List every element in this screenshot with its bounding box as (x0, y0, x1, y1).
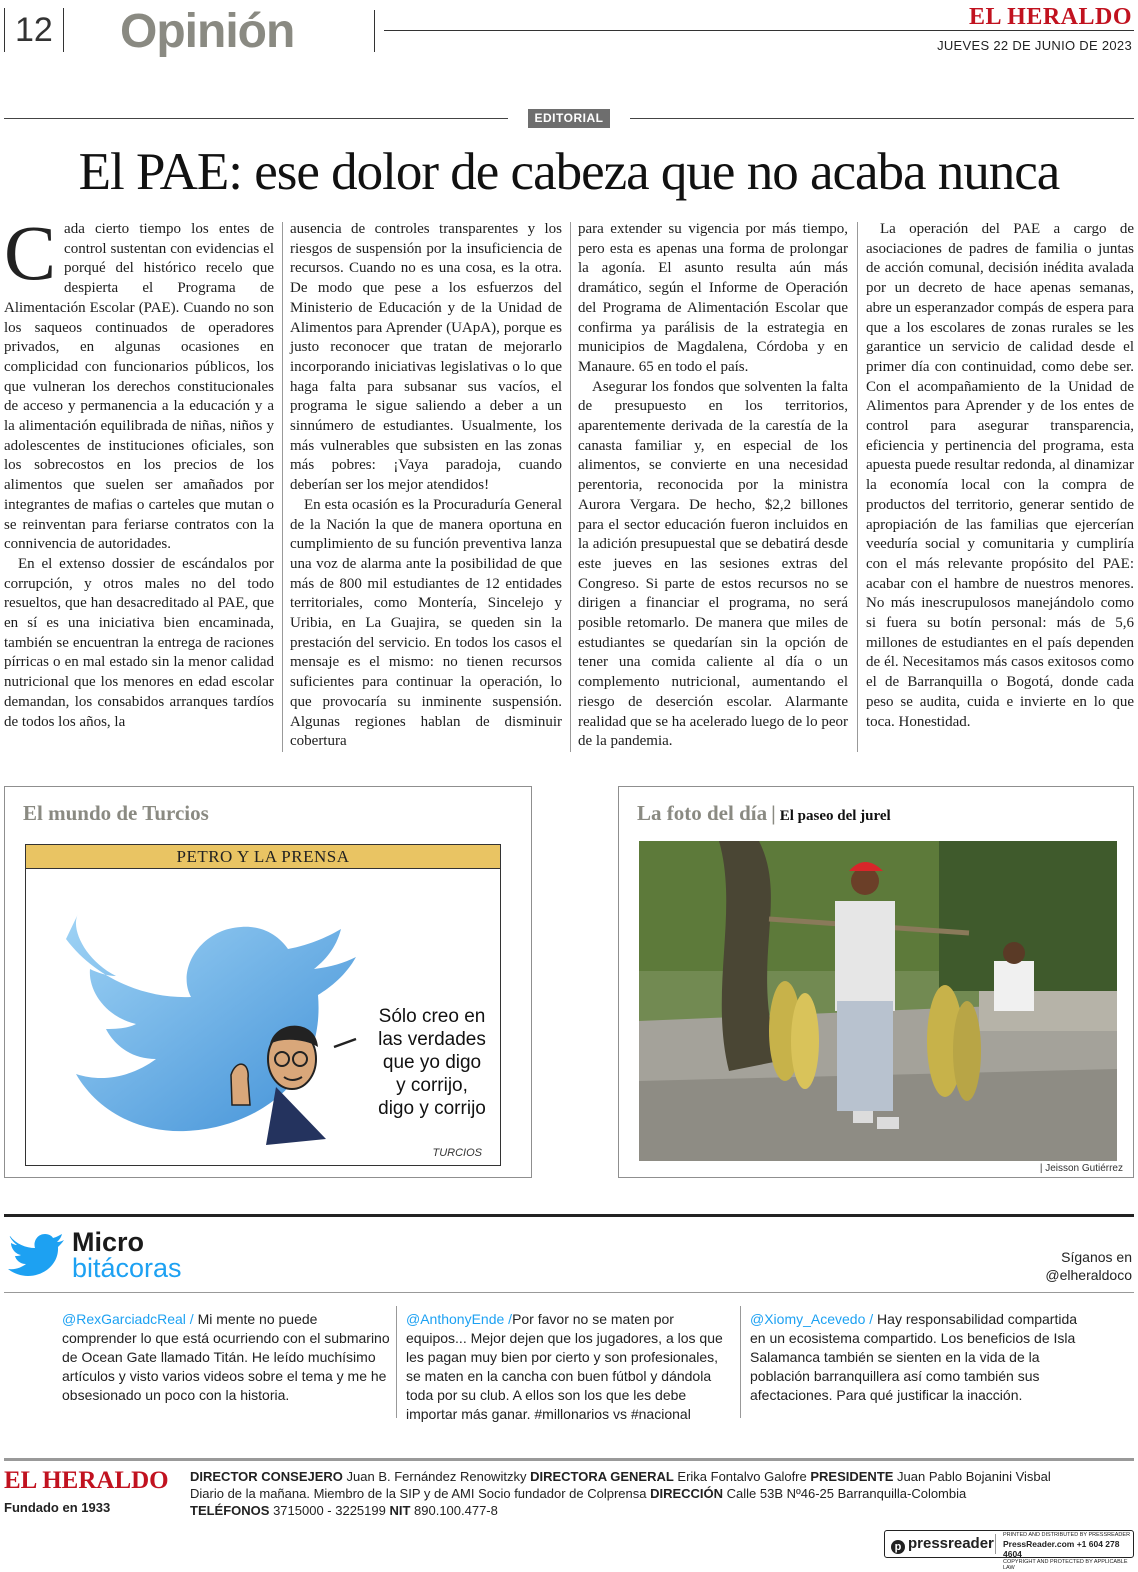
masthead-info: DIRECTOR CONSEJERO Juan B. Fernández Renowitzky DIRECTORA GENERAL Erika Fontalvo Galofre PRESIDENTE Juan Pablo Bojanini Visbal Diario de la mañana. Miembro de la SIP y de AMI Socio fundador de Colprensa DIRECCIÓN Calle 53B Nº46-25 Barranquilla-Colombia TELÉFONOS 3715000 - 3225199 NIT 890.100.477-8 (190, 1469, 1051, 1518)
article-paragraph: La operación del PAE a cargo de asociaciones de padres de familia o juntas de acción comunal, decisión inédita avalada por un decreto de hace apenas semanas, abre un esperanzador compás de espera para que a los escolares de zonas rurales se les garantice un servicio de calidad desde el primer día con continuidad, como debe ser. Con el acompañamiento de la Unidad de Alimentos para Aprender y de los entes de control para asegurar transparencia, eficiencia y pertinencia del programa, esta apuesta puede resultar redonda, al dinamizar la economía local con la compra de productos del territorio, generar sentido de apropiación de las familias que ejercerían veeduría social y comunitaria y cumpliría con el más relevante propósito del PAE: acabar con el hambre de nuestros menores. No más inescrupulosos manejándolo como si fuera su botín personal: más de 5,6 millones de estudiantes en el país dependen de él. Necesitamos más casos exitosos como el de Barranquilla o Bogotá, donde cada peso se audita, cuida e invierte en lo que toca. Honestidad. (866, 221, 1134, 730)
article-paragraph: En el extenso dossier de escándalos por corrupción, y otros males no del todo resueltos, que han desacreditado al PAE, que en sí es una iniciativa bien encaminada, también se encuentran la entrega de raciones pírricas o en mal estado sin la menor calidad nutricional que los menores en edad escolar demandan, los consabidos arranques tardíos de todos los años, la (4, 555, 274, 730)
tweet-handle: @Xiomy_Acevedo / (750, 1311, 874, 1327)
micro-title-bottom: bitácoras (72, 1253, 182, 1283)
tweet-item (62, 1310, 392, 1405)
photo-credit: | Jeisson Gutiérrez (1039, 1163, 1123, 1174)
column-divider (857, 222, 858, 752)
tweet-divider (740, 1306, 741, 1418)
tweet-handle: @AnthonyEnde / (406, 1311, 513, 1327)
article-column-3 (578, 220, 848, 760)
article-paragraph: Asegurar los fondos que solventen la falta de presupuesto en los territorios, aparentemente derivada de la carestía de la canasta familiar y, en especial de los alimentos, se convierte en una necesidad perentoria, reconocida por la ministra Aurora Vergara. De hecho, $2,2 billones para el sector educación fueron incluidos en la adición presupuestal que se debatirá desde este jueves en las sesiones extras del Congreso. Si parte de estos recursos no se dirigen a financiar el programa, no será posible retomarlo. De manera que miles de estudiantes se quedarían sin la opción de tener una comida caliente al día o un complemento nutricional, aumentando el riesgo de deserción escolar. Alarmante realidad que se ha acelerado luego de lo peor de la pandemia. (578, 378, 848, 750)
header-rule (384, 30, 1134, 31)
editorial-rule-right (630, 118, 1134, 119)
masthead-brand: EL HERALDO (968, 4, 1132, 30)
tweet-divider (396, 1306, 397, 1418)
tweet-text: Por favor no se maten por equipos... Mejor dejen que los jugadores, a los que les pagan muy bien por cierto y son profesionales, se maten en la cancha con buen fútbol y dándola toda por su club. A ellos son los que les debe importar más ganar. #millonarios vs #nacional (406, 1311, 723, 1422)
article-paragraph: En esta ocasión es la Procuraduría General de la Nación la que de manera oportuna en cumplimiento de su función preventiva lanza una voz de alarma ante la posibilidad de que más de 800 mil estudiantes de 12 entidades territoriales, como Montería, Sincelejo y Uribia, en La Guajira, se queden sin la prestación del servicio. En todos los casos el mensaje es el mismo: no tienen recursos suficientes para continuar la operación, lo que provocaría su inminente suspensión. Algunas regiones hablan de disminuir cobertura (290, 496, 562, 750)
drop-cap: C (4, 209, 57, 296)
editorial-rule-left (4, 118, 508, 119)
photo-box (618, 786, 1134, 1178)
pressreader-notice: PRINTED AND DISTRIBUTED BY PRESSREADER PressReader.com +1 604 278 4604 COPYRIGHT AND PROTECTED BY APPLICABLE LAW (1003, 1532, 1131, 1572)
follow-us: Síganos en @elheraldoco (1045, 1249, 1132, 1283)
article-column-4 (866, 220, 1134, 760)
footer-rule (4, 1458, 1134, 1461)
article-column-1 (4, 209, 274, 760)
cartoon-box (4, 786, 532, 1178)
badge-divider (995, 1534, 996, 1554)
section-title: Opinión (120, 5, 295, 58)
micro-rule (4, 1214, 1134, 1217)
twitter-bird-icon (6, 1228, 66, 1278)
tweet-item (406, 1310, 736, 1424)
article-paragraph: Cada cierto tiempo los entes de control sustentan con evidencias el porqué del histórico recelo que despierta el Programa de Alimentación Escolar (PAE). Cuando no son los saqueos continuados de operadores privados, en algunas ocasiones en complicidad con funcionarios públicos, los que vulneran los derechos constitucionales de acceso y permanencia a la educación y a la alimentación equilibrada de niñas, niños y adolescentes de instituciones oficiales, son los sobrecostos en los precios de los alimentos que suelen ser amañados por integrantes de mafias o carteles que mutan o se reinventan para feriarse contratos con la connivencia de autoridades. (4, 209, 274, 553)
micro-title-top: Micro (72, 1227, 145, 1257)
tweet-text: Mi mente no puede comprender lo que está ocurriendo con el submarino de Ocean Gate llamado Titán. He leído muchísimo artículos y visto varios videos sobre el tema y me he obsesionado un poco con la historia. (62, 1311, 390, 1403)
cartoon-title: El mundo de Turcios (23, 801, 209, 825)
footer-brand: EL HERALDO (4, 1467, 169, 1494)
tweet-item (750, 1310, 1080, 1405)
pressreader-logo: p pressreader (891, 1535, 994, 1554)
header-divider (374, 10, 375, 52)
page-number: 12 (4, 8, 64, 52)
article-column-2 (290, 220, 562, 760)
tweet-text: Hay responsabilidad compartida en un ecosistema compartido. Los beneficios de Isla Salamanca también se sienten en la vida de la población barranquillera así como también sus afectaciones. Para qué justificar la inacción. (750, 1311, 1078, 1403)
column-divider (570, 222, 571, 752)
cartoonist-signature: TURCIOS (432, 1147, 482, 1159)
pressreader-icon: p (891, 1540, 905, 1554)
founded-year: Fundado en 1933 (4, 1500, 111, 1515)
tweet-handle: @RexGarciadcReal / (62, 1311, 194, 1327)
issue-date: JUEVES 22 DE JUNIO DE 2023 (937, 38, 1132, 53)
photo-of-the-day (639, 841, 1117, 1161)
cartoon-image (25, 844, 501, 1166)
speech-bubble-text: Sólo creo en las verdades que yo digo y corrijo, digo y corrijo (378, 1006, 486, 1119)
editorial-headline: El PAE: ese dolor de cabeza que no acaba nunca (78, 143, 1060, 201)
photo-section-title: La foto del día | El paseo del jurel (637, 801, 891, 825)
column-divider (282, 222, 283, 752)
article-paragraph: para extender su vigencia por más tiempo, pero esta es apenas una forma de prolongar la agonía. El asunto resulta aún más dramático, según el Informe de Operación del Programa de Alimentación Escolar que confirma ya parálisis de la estrategia en municipios de Magdalena, Córdoba y en Manaure. 65 en todo el país. (578, 221, 848, 375)
micro-divider (4, 1292, 1134, 1293)
editorial-label: EDITORIAL (528, 109, 610, 128)
article-paragraph: ausencia de controles transparentes y los riesgos de suspensión por la insuficiencia de recursos. Cuando no es una cosa, es la otra. De modo que pese a los esfuerzos del Ministerio de Educación y de la Unidad de Alimentos para Aprender (UApA), porque es justo reconocer que tratan de mejorarlo incorporando iniciativas legislativas o lo que haga falta para subsanar sus vacíos, el programa le sigue saliendo a deber a un sinnúmero de estudiantes. Usualmente, los más vulnerables que subsisten en las zonas más pobres: ¡Vaya paradoja, cuando deberían ser los mejor atendidos! (290, 221, 562, 494)
photo-caption: El paseo del jurel (779, 808, 891, 824)
cartoon-band-title: PETRO Y LA PRENSA (26, 845, 500, 869)
pressreader-badge (884, 1530, 1134, 1572)
